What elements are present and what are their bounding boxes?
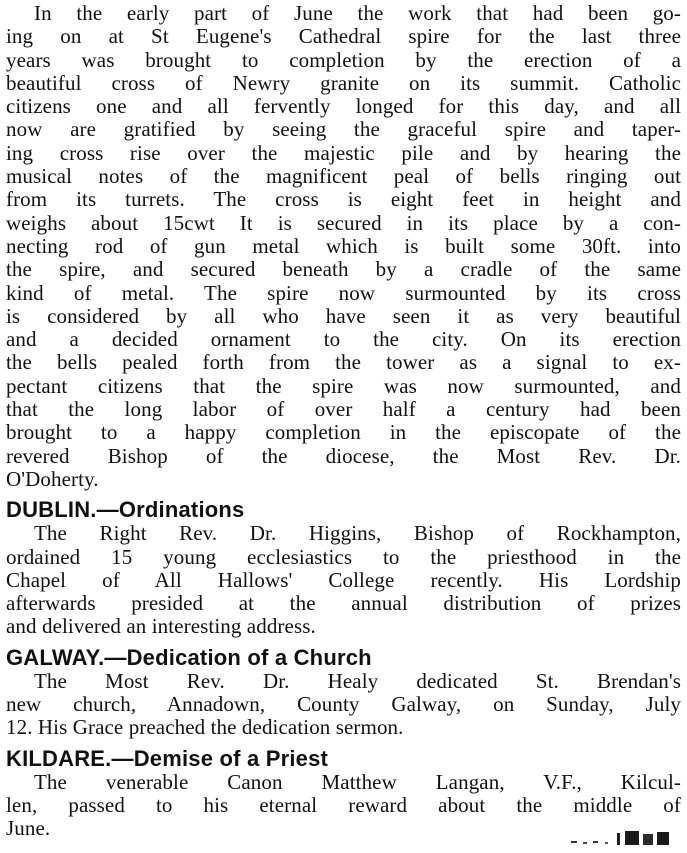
text-line: from its turrets. The cross is eight feet in height and — [6, 187, 681, 212]
text-line: the bells pealed forth from the tower as a signal to ex- — [6, 350, 681, 375]
text-line: 12. His Grace preached the dedication sermon. — [6, 715, 404, 740]
text-line: beautiful cross of Newry granite on its summit. Catholic — [6, 70, 681, 95]
print-smudge-decoration — [569, 829, 679, 847]
text-line: revered Bishop of the diocese, the Most Rev. Dr. — [6, 443, 681, 468]
text-line: and delivered an interesting address. — [6, 614, 316, 639]
text-line: now are gratified by seeing the graceful spire and taper- — [6, 117, 681, 142]
text-line: weighs about 15cwt It is secured in its place by a con- — [6, 210, 681, 235]
section-heading-dublin: DUBLIN.—Ordinations — [6, 497, 245, 523]
text-line: June. — [6, 816, 51, 841]
text-line: is considered by all who have seen it as very beautiful — [6, 303, 681, 328]
text-line: ing cross rise over the majestic pile and by hearing the — [6, 140, 681, 165]
text-line: The Most Rev. Dr. Healy dedicated St. Brendan's — [34, 668, 681, 693]
text-line: necting rod of gun metal which is built some 30ft. into — [6, 233, 681, 258]
text-line: kind of metal. The spire now surmounted by its cross — [6, 280, 681, 305]
text-line: In the early part of June the work that had been go- — [34, 1, 681, 25]
text-line: afterwards presided at the annual distribution of prizes — [6, 591, 681, 616]
text-line: citizens one and all fervently longed for this day, and all — [6, 94, 681, 119]
text-line: The venerable Canon Matthew Langan, V.F., Kilcul- — [34, 769, 681, 794]
section-heading-kildare: KILDARE.—Demise of a Priest — [6, 745, 329, 771]
text-line: ing on at St Eugene's Cathedral spire for the last three — [6, 24, 681, 49]
text-line: years was brought to completion by the erection of a — [6, 47, 681, 72]
text-line: pectant citizens that the spire was now surmounted, and — [6, 373, 681, 398]
text-line: musical notes of the magnificent peal of bells ringing out — [6, 164, 681, 189]
section-heading-galway: GALWAY.—Dedication of a Church — [6, 644, 372, 670]
galway-paragraph — [6, 670, 681, 740]
dublin-paragraph — [6, 522, 681, 638]
text-line: the spire, and secured beneath by a cradle of the same — [6, 257, 681, 282]
text-line: that the long labor of over half a century had been — [6, 397, 681, 422]
text-line: len, passed to his eternal reward about the middle of — [6, 792, 681, 817]
text-line: O'Doherty. — [6, 466, 99, 491]
text-line: The Right Rev. Dr. Higgins, Bishop of Rockhampton, — [34, 521, 681, 546]
text-line: new church, Annadown, County Galway, on Sunday, July — [6, 692, 681, 717]
text-line: ordained 15 young ecclesiastics to the priesthood in the — [6, 544, 681, 569]
intro-paragraph — [6, 2, 681, 491]
text-line: and a decided ornament to the city. On its erection — [6, 327, 681, 352]
text-line: Chapel of All Hallows' College recently. His Lordship — [6, 567, 681, 592]
text-line: brought to a happy completion in the episcopate of the — [6, 420, 681, 445]
